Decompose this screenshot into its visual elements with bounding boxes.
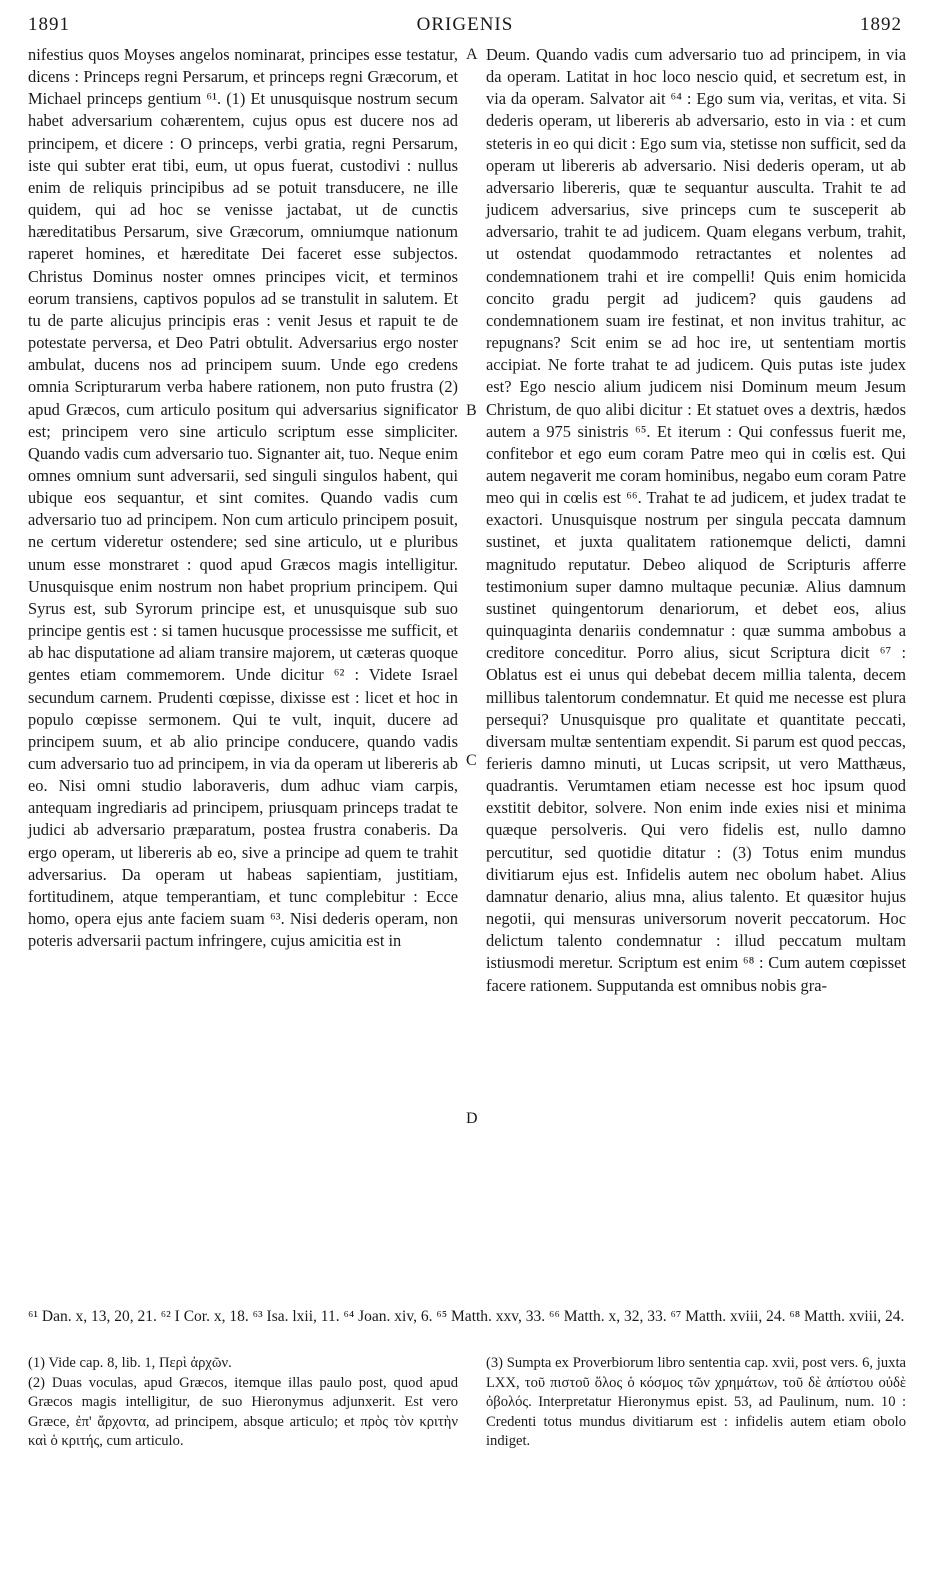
right-column [486,44,906,997]
margin-letter-b: B [466,402,477,419]
scripture-references: ⁶¹ Dan. x, 13, 20, 21. ⁶² I Cor. x, 18. ⁶³ Isa. lxii, 11. ⁶⁴ Joan. xiv, 6. ⁶⁵ Matth. xxv, 33. ⁶⁶ Matth. x, 32, 33. ⁶⁷ Matth. xviii, 24. ⁶⁸ Matth. xviii, 24. [28,1308,905,1325]
margin-letter-c: C [466,752,477,769]
note-2: (2) Duas voculas, apud Græcos, itemque illas paulo post, quod apud Græcos magis intelligitur, de suo Hieronymus adjunxerit. Est vero Græce, ἐπ' ἄρχοντα, ad principem, absque articulo; et πρὸς τὸν κριτὴν καὶ ὁ κριτής, cum articulo. [28,1374,458,1449]
margin-letter-d: D [466,1110,478,1127]
note-1: (1) Vide cap. 8, lib. 1, Περὶ ἀρχῶν. [28,1355,232,1371]
notes-left [28,1354,458,1452]
page-number-right: 1892 [860,14,902,35]
margin-letter-a: A [466,46,478,63]
page-number-left: 1891 [28,14,70,35]
running-title: ORIGENIS [416,14,514,35]
left-column [28,44,458,952]
notes-right [486,1354,906,1452]
right-column-text: Deum. Quando vadis cum adversario tuo ad principem, in via da operam. Latitat in hoc loco nescio quid, et secretum est, in via da operam. Salvator ait ⁶⁴ : Ego sum via, veritas, et vita. Si dederis operam, ut libereris ab adversario, esto in via : et cum steteris in eo qui dicit : Ego sum via, stetisse non sufficit, sed da operam ut libereris ab adversario. Nisi dederis operam, ut ab adversario libereris, quæ te sequantur ausculta. Trahit te ad judicem adversarius, sive princeps cum te susceperit ab adversario, trahit te ad judicem. Quam elegans verbum, trahit, ut ostendat quodammodo retractantes et nolentes ad condemnationem trahi et ire compelli! Quis enim homicida concito gradu pergit ad judicem? quis gaudens ad condemnationem suam ire festinat, et non invitus trahitur, ac repugnans? Scit enim se ad hoc ire, ut sententiam mortis accipiat. Ne forte trahat te ad judicem. Quis putas iste judex est? Ego nescio alium judicem nisi Dominum meum Jesum Christum, de quo alibi dicitur : Et statuet oves a dextris, hædos autem a 975 sinistris ⁶⁵. Et iterum : Qui confessus fuerit me, confitebor et ego eum coram Patre meo qui in cœlis est. Qui autem negaverit me coram hominibus, negabo eum coram Patre meo qui in cœlis est ⁶⁶. Trahat te ad judicem, et judex tradat te exactori. Unusquisque nostrum per singula peccata damnum sustinet, et juxta qualitatem rationemque delicti, damni magnitudo reputatur. Debeo aliquod de Scripturis afferre testimonium super damno multaque pecuniæ. Alius damnum sustinet quingentorum denariorum, et debet eos, alius quinquaginta denariis condemnatur : quæ summa ambobus a creditore conceditur. Porro alius, sicut Scriptura dicit ⁶⁷ : Oblatus est ei unus qui debebat decem millia talenta, decem millibus talentorum condemnatur. Et quid me necesse est plura persequi? Unusquisque pro qualitate et quantitate peccati, diversam multæ sententiam expendit. Si parum est quod peccas, ferieris damno minuti, ut Lucas scripsit, ut vero Matthæus, quadrantis. Verumtamen etiam necesse est hoc ipsum quod exstitit debitor, solvere. Non enim inde exies nisi et minima quæque persolveris. Qui vero fidelis est, nullo damno percutitur, sed quotidie ditatur : (3) Totus enim mundus divitiarum ejus est. Infidelis autem nec obolum habet. Alius damnatur denario, alius mna, alius talento. Et quæsitor hujus negotii, qui mensuras universorum noverit peccatorum. Hoc delictum talento condemnatur : illud peccatum multam istiusmodi meretur. Scriptum est enim ⁶⁸ : Cum autem cœpisset facere rationem. Supputanda est omnibus nobis gra- [486,45,906,995]
note-3: (3) Sumpta ex Proverbiorum libro sententia cap. xvii, post vers. 6, juxta LXX, τοῦ πιστοῦ ὅλος ὁ κόσμος τῶν χρημάτων, τοῦ δὲ ἀπίστου οὐδὲ ὀβολός. Interpretatur Hieronymus epist. 53, ad Paulinum, num. 10 : Credenti totus mundus divitiarum est : infidelis autem etiam obolo indiget. [486,1355,906,1449]
left-column-text: nifestius quos Moyses angelos nominarat, principes esse testatur, dicens : Princeps regni Persarum, et princeps regni Græcorum, et Michael princeps gentium ⁶¹. (1) Et unusquisque nostrum secum habet adversarium cohærentem, cujus opus est ducere nos ad principem, et dicere : O princeps, verbi gratia, regni Persarum, iste qui subter erat tibi, eum, ut opus fuerat, custodivi : nullus enim de reliquis principibus ad se potuit transducere, ne ille quidem, qui ad hoc se venisse jactabat, ut de cunctis hæreditatibus Persarum, sive Græcorum, omniumque nationum raperet homines, et hæreditate Dei faceret esse subjectos. Christus Dominus noster omnes principes vicit, et terminos eorum transiens, captivos populos ad se transtulit in salutem. Et tu de parte alicujus principis eras : venit Jesus et rapuit te de potestate perversa, et Deo Patri obtulit. Adversarius ergo noster ambulat, ducens nos ad principem suum. Unde ego credens omnia Scripturarum verba habere rationem, non puto frustra (2) apud Græcos, cum articulo positum qui adversarius significator est; principem vero sine articulo scriptum esse simpliciter. Quando vadis cum adversario tuo. Signanter ait, tuo. Neque enim omnes omnium sunt adversarii, sed singuli singulos habent, qui ubique eos sequantur, et sint comites. Quando vadis cum adversario tuo ad principem. Non cum articulo principem posuit, ne certum videretur ostendere; sed sine articulo, ut e pluribus unum esse monstraret : quod apud Græcos magis intelligitur. Unusquisque enim nostrum non habet proprium principem. Qui Syrus est, sub Syrorum principe est, et unusquisque sub suo principe gentis est : si tamen hucusque processisse me sufficit, et ab hac disputatione ad aliam transire majorem, ut cæteras quoque gentes etiam commemorem. Unde dicitur ⁶² : Videte Israel secundum carnem. Prudenti cœpisse, dixisse est : licet et hoc in populo cœpisse sermonem. Qui te vult, inquit, ducere ad principem suum, et ab alio principe conducere, quando vadis cum adversario tuo ad principem, in via da operam ut libereris ab eo. Nisi omni studio laboraveris, dum adhuc viam carpis, antequam ingrediaris ad principem, priusquam princeps tradat te judici ab adversario præparatum, postea frustra conaberis. Da ergo operam, ut libereris ab eo, sive a principe ad quem te trahit adversarius. Da operam ut habeas sapientiam, justitiam, fortitudinem, atque temperantiam, et tunc complebitur : Ecce homo, opera ejus ante faciem suam ⁶³. Nisi dederis operam, non poteris adversarii pactum infringere, cujus amicitia est in [28,45,458,951]
